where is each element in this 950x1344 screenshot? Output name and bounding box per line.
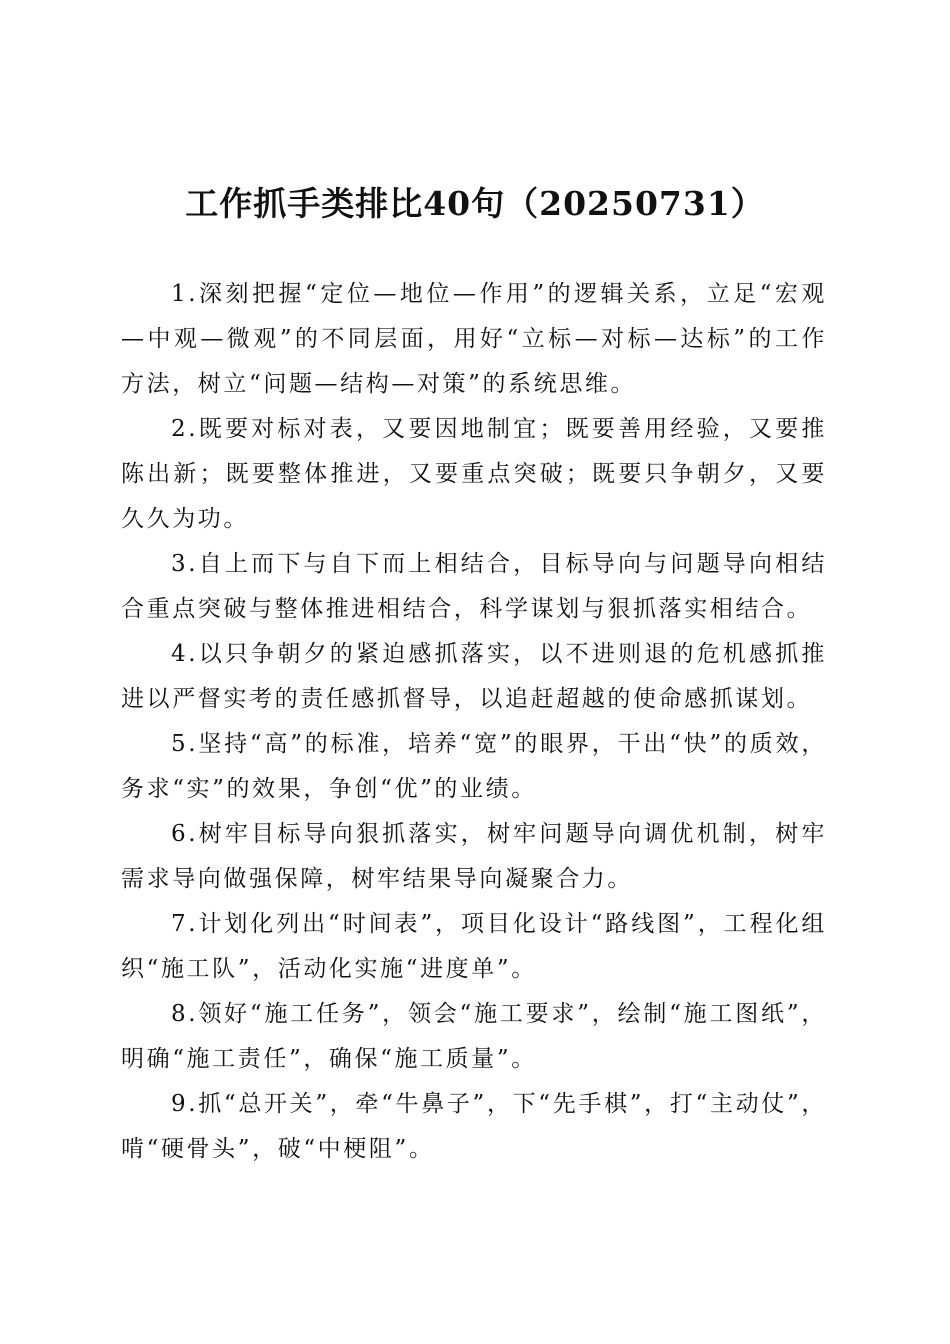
- paragraph-4: 4.以只争朝夕的紧迫感抓落实，以不进则退的危机感抓推进以严督实考的责任感抓督导，以追赶超越的使命感抓谋划。: [121, 641, 827, 712]
- paragraph-8: 8.领好“施工任务”，领会“施工要求”，绘制“施工图纸”，明确“施工责任”，确保“施工质量”。: [121, 1001, 827, 1072]
- paragraph-9: 9.抓“总开关”，牵“牛鼻子”，下“先手棋”，打“主动仗”，啃“硬骨头”，破“中梗阻”。: [121, 1091, 827, 1162]
- document-body: [121, 272, 827, 1172]
- paragraph-3: 3.自上而下与自下而上相结合，目标导向与问题导向相结合重点突破与整体推进相结合，科学谋划与狠抓落实相结合。: [121, 551, 827, 622]
- paragraph-7: 7.计划化列出“时间表”，项目化设计“路线图”，工程化组织“施工队”，活动化实施“进度单”。: [121, 911, 827, 982]
- paragraph-5: 5.坚持“高”的标准，培养“宽”的眼界，干出“快”的质效，务求“实”的效果，争创“优”的业绩。: [121, 731, 827, 802]
- paragraph-1: 1.深刻把握“定位—地位—作用”的逻辑关系，立足“宏观—中观—微观”的不同层面，用好“立标—对标—达标”的工作方法，树立“问题—结构—对策”的系统思维。: [121, 281, 827, 397]
- document-title: 工作抓手类排比40句（20250731）: [185, 184, 765, 223]
- paragraph-2: 2.既要对标对表，又要因地制宜；既要善用经验，又要推陈出新；既要整体推进，又要重点突破；既要只争朝夕，又要久久为功。: [121, 416, 827, 532]
- paragraph-6: 6.树牢目标导向狠抓落实，树牢问题导向调优机制，树牢需求导向做强保障，树牢结果导向凝聚合力。: [121, 821, 827, 892]
